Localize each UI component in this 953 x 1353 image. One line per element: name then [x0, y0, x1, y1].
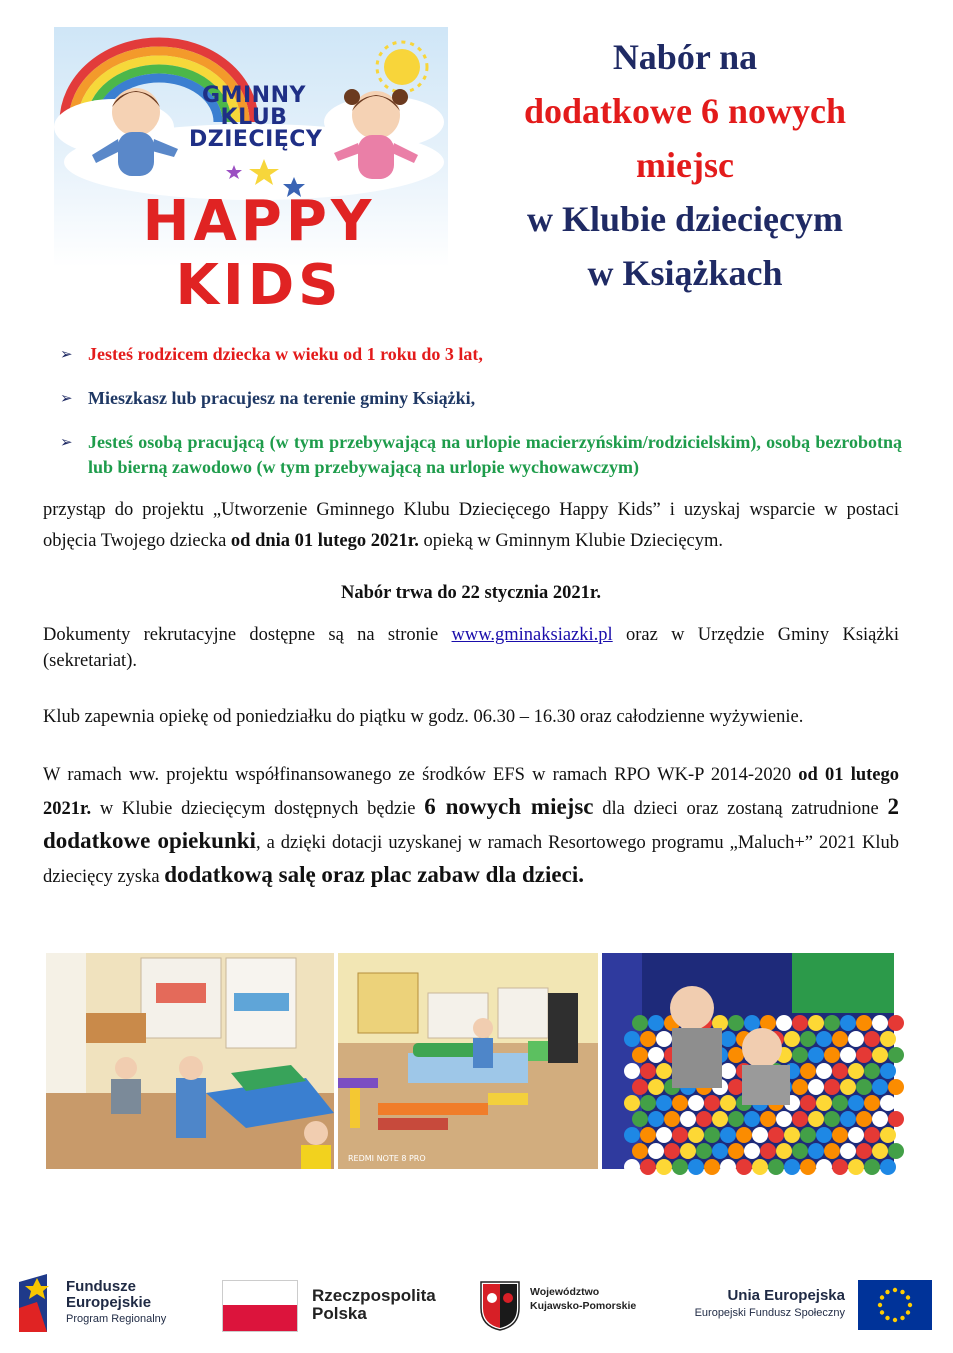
fe-line-3: Program Regionalny	[66, 1313, 167, 1325]
recruitment-deadline: Nabór trwa do 22 stycznia 2021r.	[340, 583, 602, 603]
arrow-bullet-icon: ➢	[60, 433, 73, 451]
text-segment: dla dzieci oraz zostaną zatrudnione	[593, 799, 888, 819]
new-places-highlight: 6 nowych miejsc	[424, 794, 594, 819]
documents-paragraph	[43, 622, 899, 674]
logo-line-klub: KLUB	[220, 105, 288, 130]
gmina-website-link[interactable]: www.gminaksiazki.pl	[451, 625, 613, 645]
photo-play-area	[338, 953, 598, 1169]
kujawsko-pomorskie-text	[530, 1285, 636, 1313]
bullet-text: Mieszkasz lub pracujesz na terenie gminy Książki,	[88, 388, 476, 408]
logo-line-dzieciecy: DZIECIĘCY	[189, 127, 323, 152]
arrow-bullet-icon: ➢	[60, 389, 73, 407]
fe-line-2: Europejskie	[66, 1294, 152, 1311]
text-segment: Dokumenty rekrutacyjne dostępne są na stronie	[43, 625, 452, 645]
headline-line-5: w Książkach	[587, 253, 783, 293]
text-segment: , a dzięki dotacji uzyskanej w ramach Resortowego programu „Maluch+” 2021 Klub dziecięcy zyska	[43, 833, 899, 887]
bullet-employment	[60, 430, 902, 480]
headline-line-1: Nabór na	[612, 37, 758, 77]
text-segment: oraz w Urzędzie Gminy Książki (sekretariat).	[43, 625, 899, 671]
bullet-text: Jesteś rodzicem dziecka w wieku od 1 roku do 3 lat,	[88, 344, 483, 364]
eligibility-list	[60, 342, 902, 480]
bullet-age	[60, 342, 902, 367]
kp-line-2: Kujawsko-Pomorskie	[530, 1300, 637, 1312]
rp-line-1: Rzeczpospolita	[312, 1286, 436, 1305]
text-segment: przystąp do projektu „Utworzenie Gminnego Klubu Dziecięcego Happy Kids” i uzyskaj wsparcie w postaci objęcia Twojego dziecka	[43, 500, 899, 551]
rzeczpospolita-polska-text	[312, 1287, 436, 1323]
funding-paragraph	[43, 759, 899, 893]
text-segment: opieką w Gminnym Klubie Dziecięcym.	[418, 531, 724, 551]
logo-happy: HAPPY	[142, 189, 376, 254]
fundusze-europejskie-logo-icon	[15, 1272, 55, 1336]
text-segment: w Klubie dziecięcym dostępnych będzie	[91, 799, 425, 819]
kp-line-1: Województwo	[530, 1286, 600, 1298]
text-segment: W ramach ww. projektu współfinansowanego ze środków EFS w ramach RPO WK-P 2014-2020	[43, 765, 799, 785]
headline	[470, 30, 900, 300]
fundusze-europejskie-text	[66, 1279, 166, 1327]
unia-europejska-text	[670, 1287, 845, 1321]
eu-funding-footer	[0, 1265, 953, 1345]
bullet-residence	[60, 386, 902, 411]
start-date: od 01 lutego 2021r.	[43, 765, 900, 819]
logo-kids: KIDS	[175, 253, 343, 318]
caregivers-highlight: 2 dodatkowe opiekunki	[43, 794, 899, 853]
photo-playroom	[46, 953, 334, 1169]
photo-watermark: REDMI NOTE 8 PRO	[348, 1154, 426, 1163]
care-hours-paragraph: Klub zapewnia opiekę od poniedziałku do piątku w godz. 06.30 – 16.30 oraz całodzienne wyżywienie.	[43, 707, 804, 727]
fe-line-1: Fundusze	[66, 1278, 136, 1295]
photo-ball-pit	[602, 953, 894, 1169]
kujawsko-pomorskie-crest-icon	[479, 1280, 521, 1332]
eu-flag-icon	[858, 1280, 932, 1330]
polish-flag-icon	[222, 1280, 298, 1332]
headline-line-2: dodatkowe 6 nowych	[523, 91, 847, 131]
playroom-highlight: dodatkową salę oraz plac zabaw dla dzieci.	[164, 862, 584, 887]
logo-club-name	[189, 83, 323, 152]
rp-line-2: Polska	[312, 1304, 367, 1323]
bullet-text: Jesteś osobą pracującą (w tym przebywającą na urlopie macierzyńskim/rodzicielskim), osobą bezrobotną lub bierną zawodowo (w tym przebywającą na urlopie wychowawczym)	[88, 432, 902, 477]
happy-kids-logo	[54, 27, 448, 318]
logo-line-gminny: GMINNY	[202, 83, 306, 108]
headline-line-3: miejsc	[636, 145, 734, 185]
ue-line-2: Europejski Fundusz Społeczny	[694, 1307, 845, 1319]
headline-line-4: w Klubie dziecięcym	[527, 199, 843, 239]
ue-line-1: Unia Europejska	[727, 1287, 845, 1304]
project-paragraph	[43, 495, 899, 557]
start-date: od dnia 01 lutego 2021r.	[230, 531, 419, 551]
arrow-bullet-icon: ➢	[60, 345, 73, 363]
logo-happy-kids	[89, 190, 429, 318]
